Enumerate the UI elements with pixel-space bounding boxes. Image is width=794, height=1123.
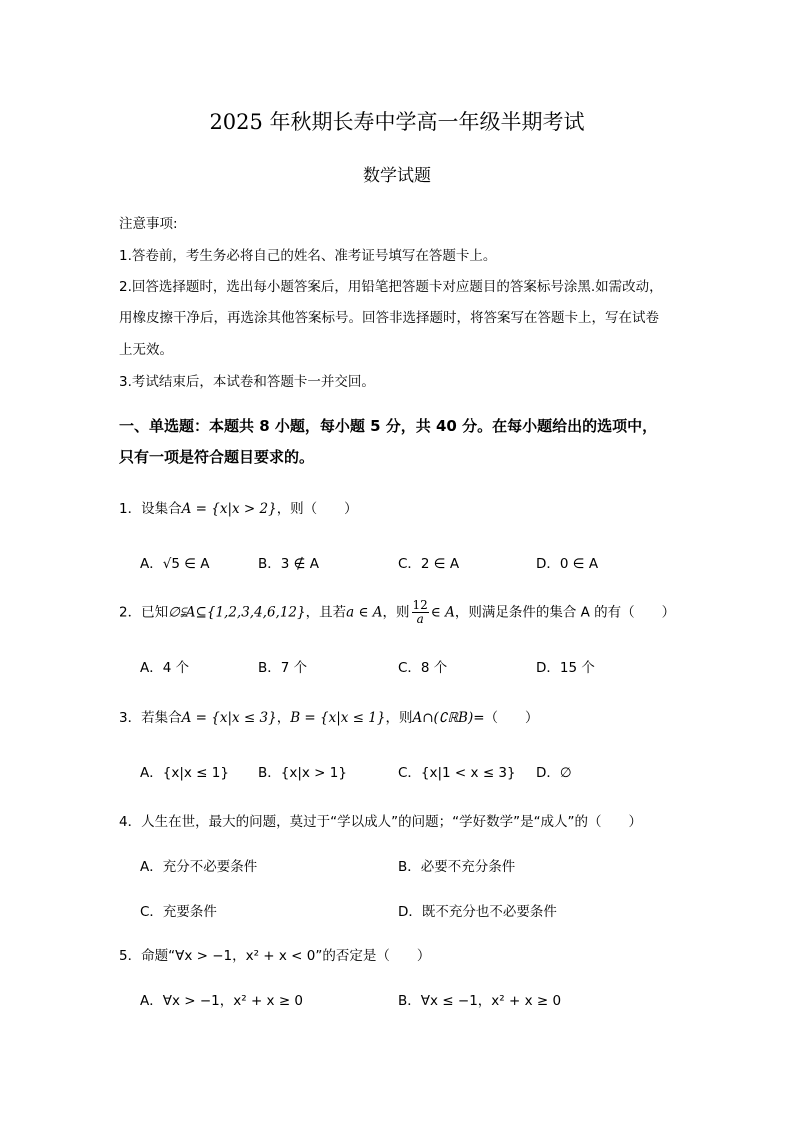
question-4-option-c: C．充要条件: [140, 904, 217, 920]
question-2-option-b: B．7 个: [258, 660, 308, 676]
question-3-math: A = {x|x ≤ 3}: [181, 710, 277, 726]
question-4-option-a: A．充分不必要条件: [140, 859, 258, 875]
question-5: 5．命题“∀x > −1，x² + x < 0”的否定是（ ）: [119, 948, 431, 964]
exam-subtitle: 数学试题: [363, 166, 431, 186]
note-line-3: 3.考试结束后，本试卷和答题卡一并交回。: [119, 374, 375, 390]
question-2: [119, 599, 675, 626]
question-3-option-a: A．{x|x ≤ 1}: [140, 765, 229, 781]
question-3-option-b: B．{x|x > 1}: [258, 765, 347, 781]
question-3-post: =（ ）: [473, 710, 539, 726]
notes-heading: 注意事项:: [119, 216, 178, 232]
exam-title: 2025 年秋期长寿中学高一年级半期考试: [209, 110, 585, 134]
note-line-2b: 用橡皮擦干净后，再选涂其他答案标号。回答非选择题时，将答案写在答题卡上，写在试卷: [119, 310, 659, 326]
question-2-math-2: a ∈ A: [346, 604, 383, 621]
question-4-option-d: D．既不充分也不必要条件: [398, 904, 557, 920]
question-2-mid-2: ，则: [382, 604, 410, 621]
question-5-option-a: A．∀x > −1，x² + x ≥ 0: [140, 993, 304, 1009]
question-2-option-d: D．15 个: [536, 660, 595, 676]
question-2-post: ，则满足条件的集合 A 的有（ ）: [454, 604, 676, 621]
question-1-option-b: B．3 ∉ A: [258, 556, 319, 572]
question-2-mid: ，且若: [305, 604, 347, 621]
question-1-math: A = {x|x > 2}: [181, 501, 277, 517]
question-1-post: ，则（ ）: [276, 501, 358, 517]
question-3-pre: 3．若集合: [119, 710, 182, 726]
note-line-1: 1.答卷前，考生务必将自己的姓名、准考证号填写在答题卡上。: [119, 248, 497, 264]
section-heading-line-2: 只有一项是符合题目要求的。: [119, 448, 315, 466]
question-5-option-b: B．∀x ≤ −1，x² + x ≥ 0: [398, 993, 562, 1009]
question-1-option-d: D．0 ∈ A: [536, 556, 599, 572]
question-2-option-c: C．8 个: [398, 660, 448, 676]
note-line-2a: 2.回答选择题时，选出每小题答案后，用铅笔把答题卡对应题目的答案标号涂黑.如需改动，: [119, 279, 663, 295]
question-1-pre: 1．设集合: [119, 501, 182, 517]
fraction-numerator: 12: [412, 598, 428, 612]
question-4: 4．人生在世，最大的问题，莫过于“学以成人”的问题；“学好数学”是“成人”的（ ）: [119, 814, 643, 830]
question-3-option-d: D．∅: [536, 765, 572, 781]
question-1-option-a: A．√5 ∈ A: [140, 556, 210, 572]
question-3-math-2: B = {x|x ≤ 1}: [290, 710, 386, 726]
note-line-2c: 上无效。: [119, 342, 173, 358]
question-2-option-a: A．4 个: [140, 660, 190, 676]
section-heading-line-1: 一、单选题：本题共 8 小题，每小题 5 分，共 40 分。在每小题给出的选项中，: [119, 417, 658, 435]
question-3: [119, 706, 539, 726]
fraction-denominator: a: [416, 612, 424, 626]
question-2-math: ∅⫋A⊆{1,2,3,4,6,12}: [168, 604, 306, 621]
question-1: [119, 497, 358, 517]
question-2-fraction: [412, 599, 429, 626]
question-3-math-3: A∩(∁ℝB): [412, 710, 474, 726]
question-1-option-c: C．2 ∈ A: [398, 556, 460, 572]
question-2-pre: 2．已知: [119, 604, 169, 621]
question-2-math-3: ∈ A: [430, 604, 455, 621]
question-3-option-c: C．{x|1 < x ≤ 3}: [398, 765, 516, 781]
question-3-mid-2: ，则: [385, 710, 413, 726]
question-4-option-b: B．必要不充分条件: [398, 859, 516, 875]
question-3-mid: ，: [276, 710, 291, 726]
